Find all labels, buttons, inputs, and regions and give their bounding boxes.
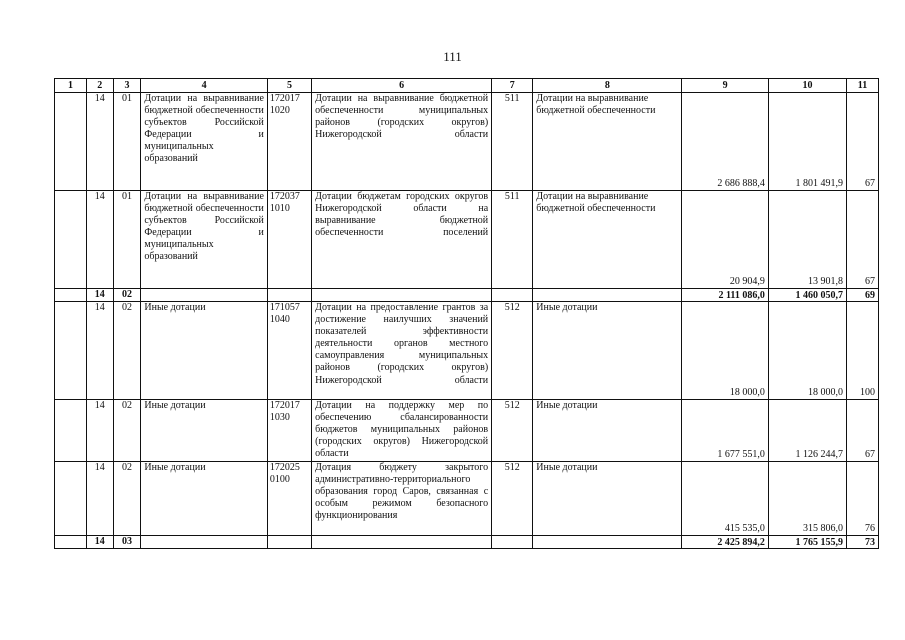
cell-target-name: Дотации на предоставление грантов за достижение наилучших значений показателей эффективности деятельности органов местного самоуправления муниципальных районов (городских округов) Нижегородской области [312, 302, 492, 400]
cell-target-name [312, 289, 492, 302]
cell-actual: 1 460 050,7 [768, 289, 846, 302]
cell-subsection: 02 [113, 302, 141, 400]
cell-section: 14 [86, 536, 113, 549]
header-cell: 2 [86, 79, 113, 93]
table-row [55, 400, 879, 462]
subtotal-row [55, 536, 879, 549]
cell-subsection-name: Дотации на выравнивание бюджетной обеспеченности субъектов Российской Федерации и муниципальных образований [141, 191, 268, 289]
header-cell: 1 [55, 79, 87, 93]
cell-actual: 1 801 491,9 [768, 93, 846, 191]
cell-col1 [55, 289, 87, 302]
cell-col1 [55, 191, 87, 289]
cell-percent: 67 [847, 93, 879, 191]
header-cell: 7 [492, 79, 533, 93]
cell-subsection: 02 [113, 462, 141, 536]
header-cell: 8 [533, 79, 682, 93]
cell-target-code [267, 289, 311, 302]
cell-expense-type: 511 [492, 191, 533, 289]
cell-plan: 2 425 894,2 [682, 536, 768, 549]
table-row [55, 93, 879, 191]
cell-section: 14 [86, 93, 113, 191]
cell-plan: 1 677 551,0 [682, 400, 768, 462]
cell-expense-type-name: Дотации на выравнивание бюджетной обеспеченности [533, 191, 682, 289]
cell-col1 [55, 400, 87, 462]
cell-col1 [55, 302, 87, 400]
cell-percent: 67 [847, 191, 879, 289]
cell-actual: 315 806,0 [768, 462, 846, 536]
cell-percent: 100 [847, 302, 879, 400]
cell-expense-type [492, 289, 533, 302]
cell-expense-type-name: Иные дотации [533, 400, 682, 462]
cell-subsection-name: Дотации на выравнивание бюджетной обеспеченности субъектов Российской Федерации и муниципальных образований [141, 93, 268, 191]
cell-col1 [55, 536, 87, 549]
table-row [55, 462, 879, 536]
cell-subsection-name: Иные дотации [141, 400, 268, 462]
cell-expense-type: 511 [492, 93, 533, 191]
header-cell: 11 [847, 79, 879, 93]
cell-plan: 415 535,0 [682, 462, 768, 536]
cell-expense-type-name: Иные дотации [533, 462, 682, 536]
cell-plan: 2 111 086,0 [682, 289, 768, 302]
cell-percent: 69 [847, 289, 879, 302]
subtotal-row [55, 289, 879, 302]
cell-expense-type: 512 [492, 462, 533, 536]
cell-subsection-name [141, 289, 268, 302]
cell-plan: 18 000,0 [682, 302, 768, 400]
cell-target-name [312, 536, 492, 549]
cell-target-name: Дотация бюджету закрытого административно-территориального образования город Саров, связанная с особым режимом безопасного функционирования [312, 462, 492, 536]
header-cell: 6 [312, 79, 492, 93]
cell-subsection-name: Иные дотации [141, 302, 268, 400]
cell-expense-type-name: Иные дотации [533, 302, 682, 400]
header-row [55, 79, 879, 93]
cell-expense-type-name: Дотации на выравнивание бюджетной обеспеченности [533, 93, 682, 191]
cell-expense-type [492, 536, 533, 549]
cell-actual: 1 126 244,7 [768, 400, 846, 462]
cell-target-code [267, 536, 311, 549]
cell-section: 14 [86, 400, 113, 462]
budget-table [54, 78, 879, 549]
cell-plan: 2 686 888,4 [682, 93, 768, 191]
page-number: 111 [443, 49, 462, 64]
cell-target-code: 172017 1020 [267, 93, 311, 191]
cell-subsection: 01 [113, 191, 141, 289]
cell-subsection-name [141, 536, 268, 549]
cell-actual: 18 000,0 [768, 302, 846, 400]
cell-target-code: 172037 1010 [267, 191, 311, 289]
cell-expense-type-name [533, 536, 682, 549]
header-cell: 5 [267, 79, 311, 93]
cell-target-code: 172017 1030 [267, 400, 311, 462]
cell-plan: 20 904,9 [682, 191, 768, 289]
cell-target-code: 172025 0100 [267, 462, 311, 536]
cell-subsection: 02 [113, 400, 141, 462]
cell-subsection: 02 [113, 289, 141, 302]
cell-target-code: 171057 1040 [267, 302, 311, 400]
cell-expense-type: 512 [492, 302, 533, 400]
cell-target-name: Дотации на выравнивание бюджетной обеспеченности муниципальных районов (городских округов) Нижегородской области [312, 93, 492, 191]
cell-expense-type-name [533, 289, 682, 302]
cell-target-name: Дотации на поддержку мер по обеспечению сбалансированности бюджетов муниципальных районов (городских округов) Нижегородской области [312, 400, 492, 462]
cell-section: 14 [86, 191, 113, 289]
cell-section: 14 [86, 462, 113, 536]
cell-target-name: Дотации бюджетам городских округов Нижегородской области на выравнивание бюджетной обеспеченности поселений [312, 191, 492, 289]
cell-subsection: 01 [113, 93, 141, 191]
cell-subsection: 03 [113, 536, 141, 549]
header-cell: 3 [113, 79, 141, 93]
cell-actual: 13 901,8 [768, 191, 846, 289]
cell-actual: 1 765 155,9 [768, 536, 846, 549]
cell-expense-type: 512 [492, 400, 533, 462]
header-cell: 9 [682, 79, 768, 93]
table-row [55, 302, 879, 400]
cell-col1 [55, 462, 87, 536]
cell-section: 14 [86, 302, 113, 400]
cell-section: 14 [86, 289, 113, 302]
cell-col1 [55, 93, 87, 191]
header-cell: 10 [768, 79, 846, 93]
table-row [55, 191, 879, 289]
cell-subsection-name: Иные дотации [141, 462, 268, 536]
cell-percent: 67 [847, 400, 879, 462]
cell-percent: 73 [847, 536, 879, 549]
cell-percent: 76 [847, 462, 879, 536]
header-cell: 4 [141, 79, 268, 93]
